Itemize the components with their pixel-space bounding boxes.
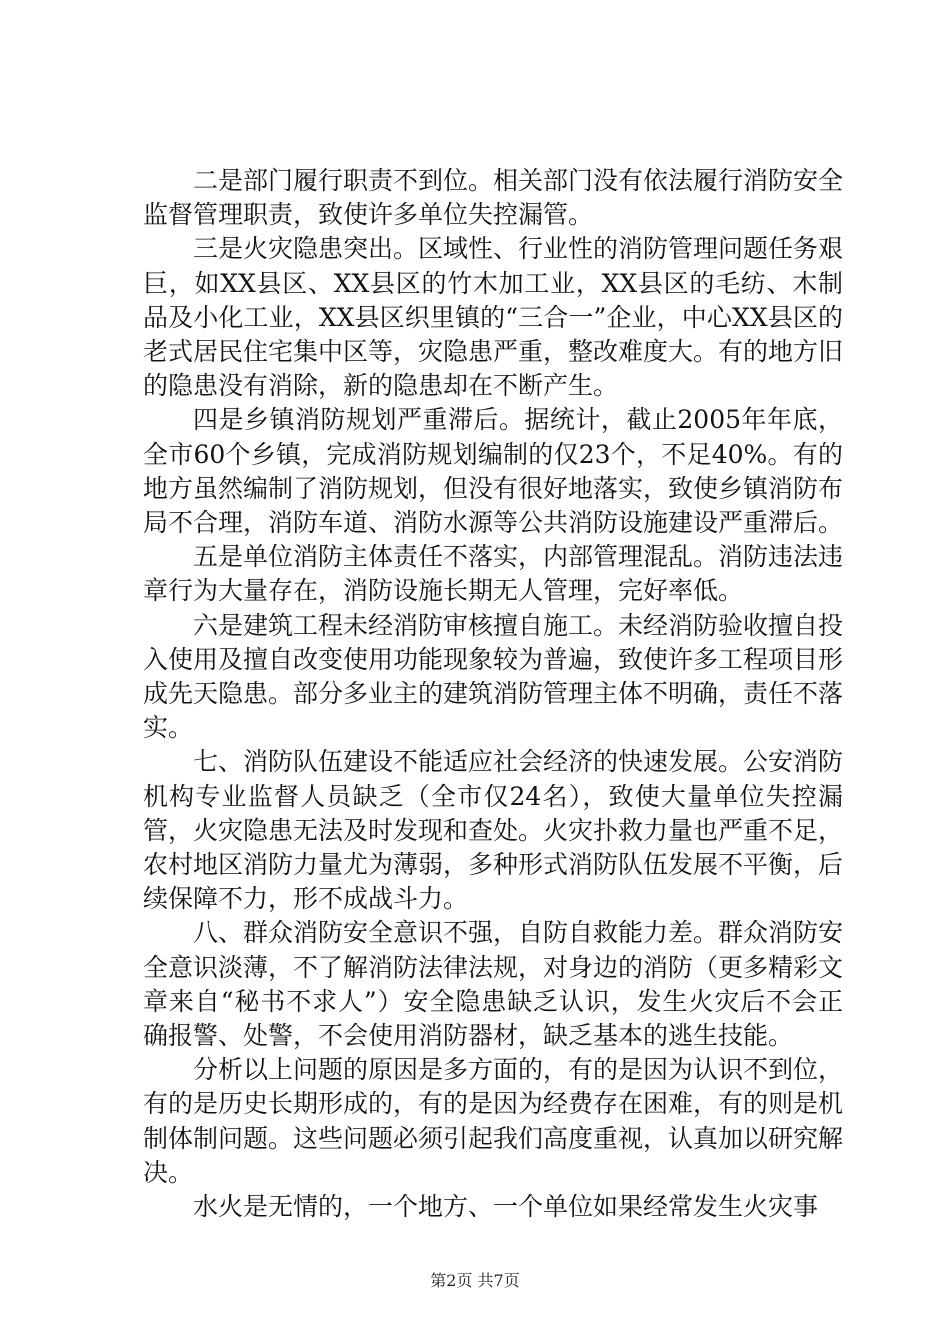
paragraph-7: 七、消防队伍建设不能适应社会经济的快速发展。公安消防机构专业监督人员缺乏（全市仅24名），致使大量单位失控漏管，火灾隐患无法及时发现和查处。火灾扑救力量也严重不足，农村地区消防力量尤为薄弱，多种形式消防队伍发展不平衡，后续保障不力，形不成战斗力。 (143, 747, 844, 914)
paragraph-2: 二是部门履行职责不到位。相关部门没有依法履行消防安全监督管理职责，致使许多单位失控漏管。 (143, 166, 844, 230)
paragraph-closing: 水火是无情的，一个地方、一个单位如果经常发生火灾事 (193, 1192, 819, 1222)
paragraph-5: 五是单位消防主体责任不落实，内部管理混乱。消防违法违章行为大量存在，消防设施长期无人管理，完好率低。 (143, 542, 844, 606)
paragraph-6: 六是建筑工程未经消防审核擅自施工。未经消防验收擅自投入使用及擅自改变使用功能现象较为普遍，致使许多工程项目形成先天隐患。部分多业主的建筑消防管理主体不明确，责任不落实。 (143, 610, 844, 743)
paragraph-3: 三是火灾隐患突出。区域性、行业性的消防管理问题任务艰巨，如XX县区、XX县区的竹木加工业，XX县区的毛纺、木制品及小化工业，XX县区织里镇的“三合一”企业，中心XX县区的老式居民住宅集中区等，灾隐患严重，整改难度大。有的地方旧的隐患没有消除，新的隐患却在不断产生。 (143, 234, 844, 401)
paragraph-analysis: 分析以上问题的原因是多方面的，有的是因为认识不到位，有的是历史长期形成的，有的是因为经费存在困难，有的则是机制体制问题。这些问题必须引起我们高度重视，认真加以研究解决。 (143, 1055, 844, 1187)
paragraph-8: 八、群众消防安全意识不强，自防自救能力差。群众消防安全意识淡薄，不了解消防法律法规，对身边的消防（更多精彩文章来自“秘书不求人”）安全隐患缺乏认识，发生火灾后不会正确报警、处警，不会使用消防器材，缺乏基本的逃生技能。 (143, 918, 844, 1051)
page-number: 第2页 共7页 (430, 1271, 520, 1290)
paragraph-4: 四是乡镇消防规划严重滞后。据统计，截止2005年年底，全市60个乡镇，完成消防规划编制的仅23个，不足40%。有的地方虽然编制了消防规划，但没有很好地落实，致使乡镇消防布局不合理，消防车道、消防水源等公共消防设施建设严重滞后。 (143, 405, 844, 538)
document-body (143, 164, 843, 1224)
